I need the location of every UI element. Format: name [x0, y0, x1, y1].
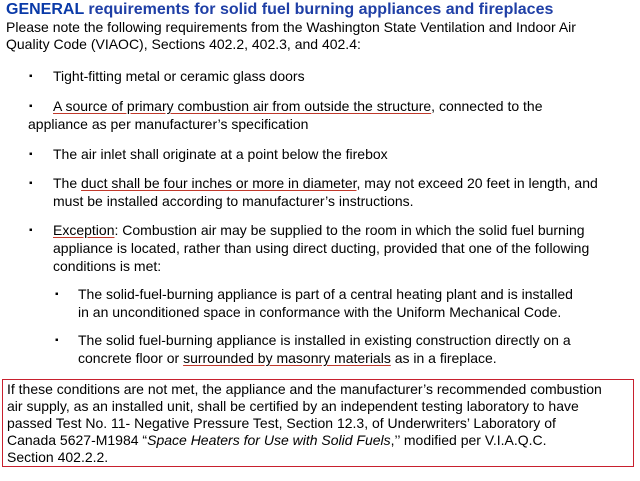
- bullet-text-line1: [53, 221, 585, 240]
- sub-bullet-line2: in an unconditioned space in conformance with the Uniform Mechanical Code.: [78, 304, 562, 320]
- bullet-text-rest: : Combustion air may be supplied to the room in which the solid fuel burning: [114, 222, 585, 238]
- note-line-2: air supply, as an installed unit, shall be certified by an independent testing laboratory to have: [7, 398, 579, 414]
- conditions-note-box: [2, 379, 634, 467]
- note-line-5: Section 402.2.2.: [7, 449, 109, 465]
- bullet-text-line2: appliance as per manufacturer’s specification: [28, 116, 309, 132]
- note-line-1: If these conditions are not met, the appliance and the manufacturer’s recommended combustion: [7, 381, 602, 397]
- bullet-text-rest: , may not exceed 20 feet in length, and: [356, 175, 598, 191]
- intro-paragraph: [6, 19, 634, 53]
- underlined-phrase: A source of primary combustion air from outside the structure: [53, 98, 432, 114]
- bullet-icon: ▪: [29, 71, 33, 82]
- standard-title: Space Heaters for Use with Solid Fuels: [147, 432, 391, 448]
- sub-bullet-line1: The solid fuel-burning appliance is installed in existing construction directly on a: [78, 332, 571, 348]
- title-rest: requirements for solid fuel burning appliances and fireplaces: [83, 1, 554, 18]
- bullet-icon: ▪: [55, 335, 59, 346]
- bullet-icon: ▪: [29, 225, 33, 236]
- bullet-text-line2: appliance is located, rather than using direct ducting, provided that one of the following: [53, 240, 590, 256]
- sub-bullet-pre: concrete floor or: [78, 350, 184, 366]
- intro-line-2: Quality Code (VIAOC), Sections 402.2, 402.3, and 402.4:: [6, 36, 361, 52]
- bullet-icon: ▪: [55, 289, 59, 300]
- bullet-text-pre: The: [53, 175, 82, 191]
- bullet-text: Tight-fitting metal or ceramic glass doors: [53, 68, 305, 84]
- bullet-text-rest: , connected to the: [431, 98, 543, 114]
- exception-label: Exception: [53, 222, 115, 238]
- note-line-4-post: ,’’ modified per V.I.A.Q.C.: [390, 432, 547, 448]
- sub-bullet-rest: as in a fireplace.: [390, 350, 497, 366]
- bullet-icon: ▪: [29, 178, 33, 189]
- bullet-text-line1: [53, 97, 542, 116]
- bullet-text-line1: [53, 174, 598, 193]
- page-title: [6, 1, 553, 19]
- bullet-icon: ▪: [29, 149, 33, 160]
- title-bold: GENERAL: [6, 1, 84, 18]
- sub-bullet-line2: [78, 349, 497, 368]
- sub-bullet-line1: The solid-fuel-burning appliance is part of a central heating plant and is installed: [78, 286, 573, 302]
- bullet-text-line2: must be installed according to manufacturer’s instructions.: [53, 193, 414, 209]
- bullet-icon: ▪: [29, 101, 33, 112]
- bullet-text-line3: conditions is met:: [53, 258, 162, 274]
- note-line-4-pre: Canada 5627-M1984 “: [7, 432, 148, 448]
- note-line-3: passed Test No. 11- Negative Pressure Test, Section 12.3, of Underwriters’ Laboratory of: [7, 415, 556, 431]
- note-line-4: [7, 432, 629, 449]
- intro-line-1: Please note the following requirements from the Washington State Ventilation and Indoor Air: [6, 19, 576, 35]
- underlined-phrase: surrounded by masonry materials: [183, 350, 391, 366]
- underlined-phrase: duct shall be four inches or more in diameter: [81, 175, 357, 191]
- bullet-text: The air inlet shall originate at a point below the firebox: [53, 146, 388, 162]
